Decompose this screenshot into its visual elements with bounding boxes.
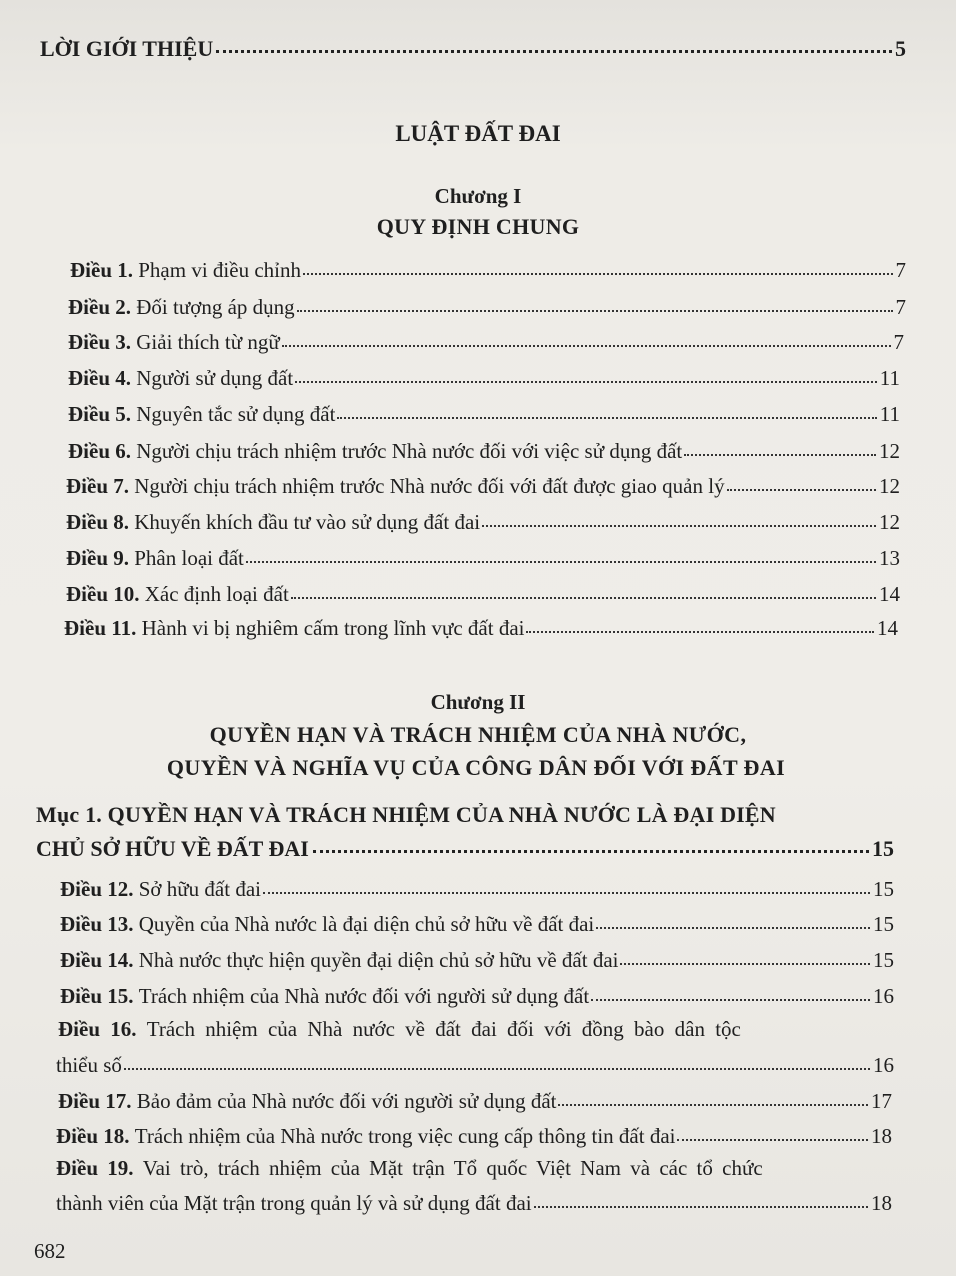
entry-text: Đối tượng áp dụng [136, 295, 295, 319]
toc-entry-dieu-8[interactable] [66, 512, 900, 533]
entry-text: Người chịu trách nhiệm trước Nhà nước đối với đất được giao quản lý [134, 474, 725, 498]
dot-leader [291, 597, 876, 599]
toc-entry-dieu-12[interactable] [60, 879, 894, 900]
dot-leader [124, 1068, 870, 1070]
toc-entry-dieu-9[interactable] [66, 548, 900, 569]
page-number: 682 [34, 1239, 66, 1263]
entry-page: 11 [879, 366, 900, 390]
toc-entry-dieu-16-line1[interactable] [58, 1019, 741, 1040]
entry-page: 13 [879, 546, 900, 570]
entry-page: 15 [873, 948, 894, 972]
entry-label: Điều 5. [68, 402, 131, 426]
entry-text: Giải thích từ ngữ [136, 330, 280, 354]
entry-page: 7 [893, 330, 904, 354]
dot-leader [727, 489, 876, 491]
entry-label: Điều 9. [66, 546, 129, 570]
toc-entry-dieu-17[interactable] [58, 1091, 892, 1112]
toc-entry-dieu-2[interactable] [68, 297, 906, 318]
toc-entry-dieu-19-line1[interactable] [56, 1158, 763, 1179]
section1-heading-line1[interactable]: Mục 1. QUYỀN HẠN VÀ TRÁCH NHIỆM CỦA NHÀ NƯỚC LÀ ĐẠI DIỆN [36, 802, 776, 827]
entry-text: Trách nhiệm của Nhà nước về đất đai đối với đồng bào dân tộc [146, 1017, 741, 1041]
entry-text: Phạm vi điều chỉnh [138, 258, 301, 282]
entry-label: Điều 8. [66, 510, 129, 534]
entry-label: Điều 15. [60, 984, 134, 1008]
dot-leader [534, 1206, 868, 1208]
entry-text: Bảo đảm của Nhà nước đối với người sử dụng đất [136, 1089, 557, 1113]
entry-label: Điều 6. [68, 439, 131, 463]
dot-leader [295, 381, 877, 383]
entry-text: Hành vi bị nghiêm cấm trong lĩnh vực đất đai [141, 616, 525, 640]
entry-page: 11 [879, 402, 900, 426]
chapter2-label: Chương II [430, 690, 526, 714]
dot-leader [677, 1139, 868, 1141]
toc-entry-dieu-15[interactable] [60, 986, 894, 1007]
dot-leader [282, 345, 891, 347]
entry-label: Điều 16. [58, 1017, 137, 1041]
entry-text: thiểu số [56, 1053, 122, 1077]
dot-leader [591, 999, 870, 1001]
section1-heading-row[interactable] [36, 838, 894, 860]
dot-leader [526, 631, 874, 633]
entry-page: 14 [879, 582, 900, 606]
toc-entry-dieu-5[interactable] [68, 404, 900, 425]
entry-label: Điều 17. [58, 1089, 132, 1113]
entry-text: Quyền của Nhà nước là đại diện chủ sở hữu về đất đai [138, 912, 595, 936]
dot-leader [263, 892, 870, 894]
entry-page: 15 [873, 912, 894, 936]
dot-leader [482, 525, 876, 527]
toc-entry-dieu-1[interactable] [70, 260, 906, 281]
entry-page: 18 [871, 1124, 892, 1148]
toc-entry-dieu-6[interactable] [68, 441, 900, 462]
entry-label: Điều 3. [68, 330, 131, 354]
entry-text: Người chịu trách nhiệm trước Nhà nước đối với việc sử dụng đất [136, 439, 683, 463]
entry-label: Điều 7. [66, 474, 129, 498]
entry-text: Xác định loại đất [144, 582, 289, 606]
toc-entry-dieu-16-line2[interactable] [56, 1055, 894, 1076]
entry-page: 12 [879, 439, 900, 463]
section1-page: 15 [872, 836, 894, 861]
entry-page: 16 [873, 1053, 894, 1077]
dot-leader [303, 273, 893, 275]
entry-text: Trách nhiệm của Nhà nước đối với người sử dụng đất [138, 984, 590, 1008]
entry-page: 16 [873, 984, 894, 1008]
entry-text: Người sử dụng đất [136, 366, 294, 390]
entry-text: Nhà nước thực hiện quyền đại diện chủ sở hữu về đất đai [138, 948, 619, 972]
chapter1-title: QUY ĐỊNH CHUNG [376, 214, 580, 239]
toc-entry-dieu-18[interactable] [56, 1126, 892, 1147]
entry-page: 17 [871, 1089, 892, 1113]
chapter2-title-line1: QUYỀN HẠN VÀ TRÁCH NHIỆM CỦA NHÀ NƯỚC, [209, 722, 747, 747]
entry-text: Sở hữu đất đai [138, 877, 261, 901]
entry-label: Điều 10. [66, 582, 140, 606]
dot-leader [297, 310, 893, 312]
intro-title: LỜI GIỚI THIỆU [40, 36, 214, 61]
toc-entry-dieu-4[interactable] [68, 368, 900, 389]
toc-entry-dieu-3[interactable] [68, 332, 904, 353]
entry-text: Khuyến khích đầu tư vào sử dụng đất đai [134, 510, 481, 534]
chapter1-label: Chương I [434, 184, 522, 208]
entry-label: Điều 4. [68, 366, 131, 390]
toc-entry-dieu-11[interactable] [64, 618, 898, 639]
entry-text: Trách nhiệm của Nhà nước trong việc cung cấp thông tin đất đai [134, 1124, 676, 1148]
toc-entry-dieu-14[interactable] [60, 950, 894, 971]
entry-label: Điều 13. [60, 912, 134, 936]
entry-text: Phân loại đất [134, 546, 244, 570]
entry-label: Điều 14. [60, 948, 134, 972]
dot-leader [596, 927, 870, 929]
entry-label: Điều 1. [70, 258, 133, 282]
intro-page: 5 [895, 36, 906, 61]
dot-leader [216, 50, 892, 53]
entry-label: Điều 19. [56, 1156, 134, 1180]
toc-entry-dieu-13[interactable] [60, 914, 894, 935]
entry-label: Điều 18. [56, 1124, 130, 1148]
entry-label: Điều 12. [60, 877, 134, 901]
dot-leader [246, 561, 876, 563]
chapter2-title-line2: QUYỀN VÀ NGHĨA VỤ CỦA CÔNG DÂN ĐỐI VỚI ĐẤT ĐAI [166, 755, 786, 780]
dot-leader [684, 454, 876, 456]
law-title: LUẬT ĐẤT ĐAI [395, 121, 561, 146]
dot-leader [620, 963, 870, 965]
entry-page: 15 [873, 877, 894, 901]
entry-page: 14 [877, 616, 898, 640]
dot-leader [313, 850, 869, 853]
entry-label: Điều 11. [64, 616, 137, 640]
entry-text: Vai trò, trách nhiệm của Mặt trận Tổ quốc Việt Nam và các tổ chức [142, 1156, 763, 1180]
toc-entry-dieu-10[interactable] [66, 584, 900, 605]
entry-label: Điều 2. [68, 295, 131, 319]
toc-intro-row[interactable] [40, 38, 906, 60]
section1-heading-line2: CHỦ SỞ HỮU VỀ ĐẤT ĐAI [36, 836, 309, 861]
entry-page: 7 [895, 295, 906, 319]
entry-page: 18 [871, 1191, 892, 1215]
entry-text: thành viên của Mặt trận trong quản lý và sử dụng đất đai [56, 1191, 532, 1215]
entry-page: 12 [879, 510, 900, 534]
entry-page: 7 [895, 258, 906, 282]
entry-page: 12 [879, 474, 900, 498]
toc-entry-dieu-19-line2[interactable] [56, 1193, 892, 1214]
dot-leader [558, 1104, 868, 1106]
entry-text: Nguyên tắc sử dụng đất [136, 402, 336, 426]
toc-entry-dieu-7[interactable] [66, 476, 900, 497]
dot-leader [337, 417, 876, 419]
